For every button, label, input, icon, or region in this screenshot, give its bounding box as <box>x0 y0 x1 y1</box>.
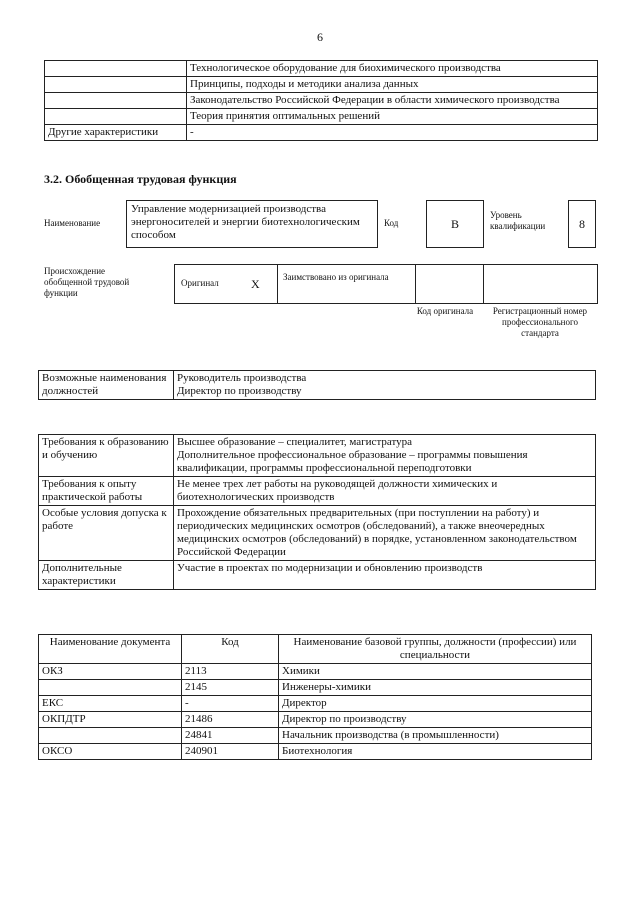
cell-code: - <box>182 696 279 712</box>
cell-code: 21486 <box>182 712 279 728</box>
table-cell-value: Теория принятия оптимальных решений <box>187 109 598 125</box>
original-label: Оригинал <box>181 278 219 288</box>
table-row <box>39 680 592 696</box>
requirement-value <box>174 561 596 590</box>
requirement-line: Высшее образование – специалитет, магистратура <box>177 436 413 448</box>
cell-doc: ЕКС <box>39 696 182 712</box>
table-cell-value: Принципы, подходы и методики анализа данных <box>187 77 598 93</box>
code-value: В <box>426 200 484 248</box>
original-mark: X <box>251 277 260 291</box>
cell-doc: ОКСО <box>39 744 182 760</box>
table-cell-label <box>45 61 187 77</box>
classifiers-table <box>38 634 592 760</box>
requirement-label: Требования к опыту практической работы <box>39 477 174 506</box>
level-value: 8 <box>568 200 596 248</box>
table-row <box>45 93 598 109</box>
cell-doc: ОКПДТР <box>39 712 182 728</box>
positions-label: Возможные наименования должностей <box>39 371 174 400</box>
cell-code: 2113 <box>182 664 279 680</box>
table-row <box>39 477 596 506</box>
divider <box>415 265 416 303</box>
table-row <box>39 712 592 728</box>
divider <box>277 265 278 303</box>
table-row <box>45 109 598 125</box>
page-number: 6 <box>317 30 323 44</box>
table-row <box>39 744 592 760</box>
borrowed-label: Заимствовано из оригинала <box>283 272 389 282</box>
table-row <box>45 125 598 141</box>
reg-number-label: Регистрационный номер профессионального стандарта <box>492 306 588 338</box>
table-row <box>39 561 596 590</box>
requirement-line: Прохождение обязательных предварительных (при поступлении на работу) и периодических медицинских осмотров (обследований), а также внеочередных медицинских осмотров (обследований) в порядке, установленном законодательством Российской Федерации <box>177 507 577 558</box>
requirement-label: Требования к образованию и обучению <box>39 435 174 477</box>
name-label: Наименование <box>44 218 101 228</box>
table-cell-label <box>45 109 187 125</box>
requirement-value <box>174 435 596 477</box>
positions-table <box>38 370 596 400</box>
cell-code: 240901 <box>182 744 279 760</box>
cell-name: Инженеры-химики <box>279 680 592 696</box>
requirements-table <box>38 434 596 590</box>
cell-code: 2145 <box>182 680 279 696</box>
table-cell-label: Другие характеристики <box>45 125 187 141</box>
code-original-label: Код оригинала <box>416 306 474 316</box>
cell-name: Директор <box>279 696 592 712</box>
cell-doc <box>39 728 182 744</box>
positions-values <box>174 371 596 400</box>
table-row <box>39 664 592 680</box>
cell-name: Директор по производству <box>279 712 592 728</box>
requirement-label: Особые условия допуска к работе <box>39 506 174 561</box>
table-cell-label <box>45 93 187 109</box>
table-cell-value: Технологическое оборудование для биохимического производства <box>187 61 598 77</box>
table-cell-label <box>45 77 187 93</box>
divider <box>483 265 484 303</box>
header-name: Наименование базовой группы, должности (профессии) или специальности <box>279 635 592 664</box>
cell-name: Биотехнология <box>279 744 592 760</box>
cell-name: Химики <box>279 664 592 680</box>
cell-name: Начальник производства (в промышленности) <box>279 728 592 744</box>
table-header-row <box>39 635 592 664</box>
level-label: Уровень квалификации <box>490 210 546 231</box>
requirement-line: Участие в проектах по модернизации и обновлению производств <box>177 562 483 574</box>
origin-box <box>174 264 598 304</box>
table-row <box>45 77 598 93</box>
table-row <box>39 371 596 400</box>
header-code: Код <box>182 635 279 664</box>
table-row <box>39 696 592 712</box>
code-label: Код <box>384 218 399 228</box>
table-row <box>39 506 596 561</box>
table-row <box>45 61 598 77</box>
cell-doc <box>39 680 182 696</box>
header-doc: Наименование документа <box>39 635 182 664</box>
cell-doc: ОКЗ <box>39 664 182 680</box>
requirement-value <box>174 506 596 561</box>
knowledge-table <box>44 60 598 141</box>
section-title: 3.2. Обобщенная трудовая функция <box>44 172 237 186</box>
requirement-label: Дополнительные характеристики <box>39 561 174 590</box>
table-row <box>39 435 596 477</box>
requirement-value <box>174 477 596 506</box>
origin-label: Происхождение обобщенной трудовой функции <box>44 266 130 298</box>
requirement-line: Дополнительное профессиональное образование – программы повышения квалификации, программы профессиональной переподготовки <box>177 449 528 474</box>
position-item: Руководитель производства <box>177 372 307 384</box>
table-cell-value: Законодательство Российской Федерации в области химического производства <box>187 93 598 109</box>
table-row <box>39 728 592 744</box>
table-cell-value: - <box>187 125 598 141</box>
position-item: Директор по производству <box>177 385 302 397</box>
function-name-value: Управление модернизацией производства энергоносителей и энергии биотехнологическим способом <box>126 200 378 248</box>
cell-code: 24841 <box>182 728 279 744</box>
requirement-line: Не менее трех лет работы на руководящей должности химических и биотехнологических производств <box>177 478 498 503</box>
